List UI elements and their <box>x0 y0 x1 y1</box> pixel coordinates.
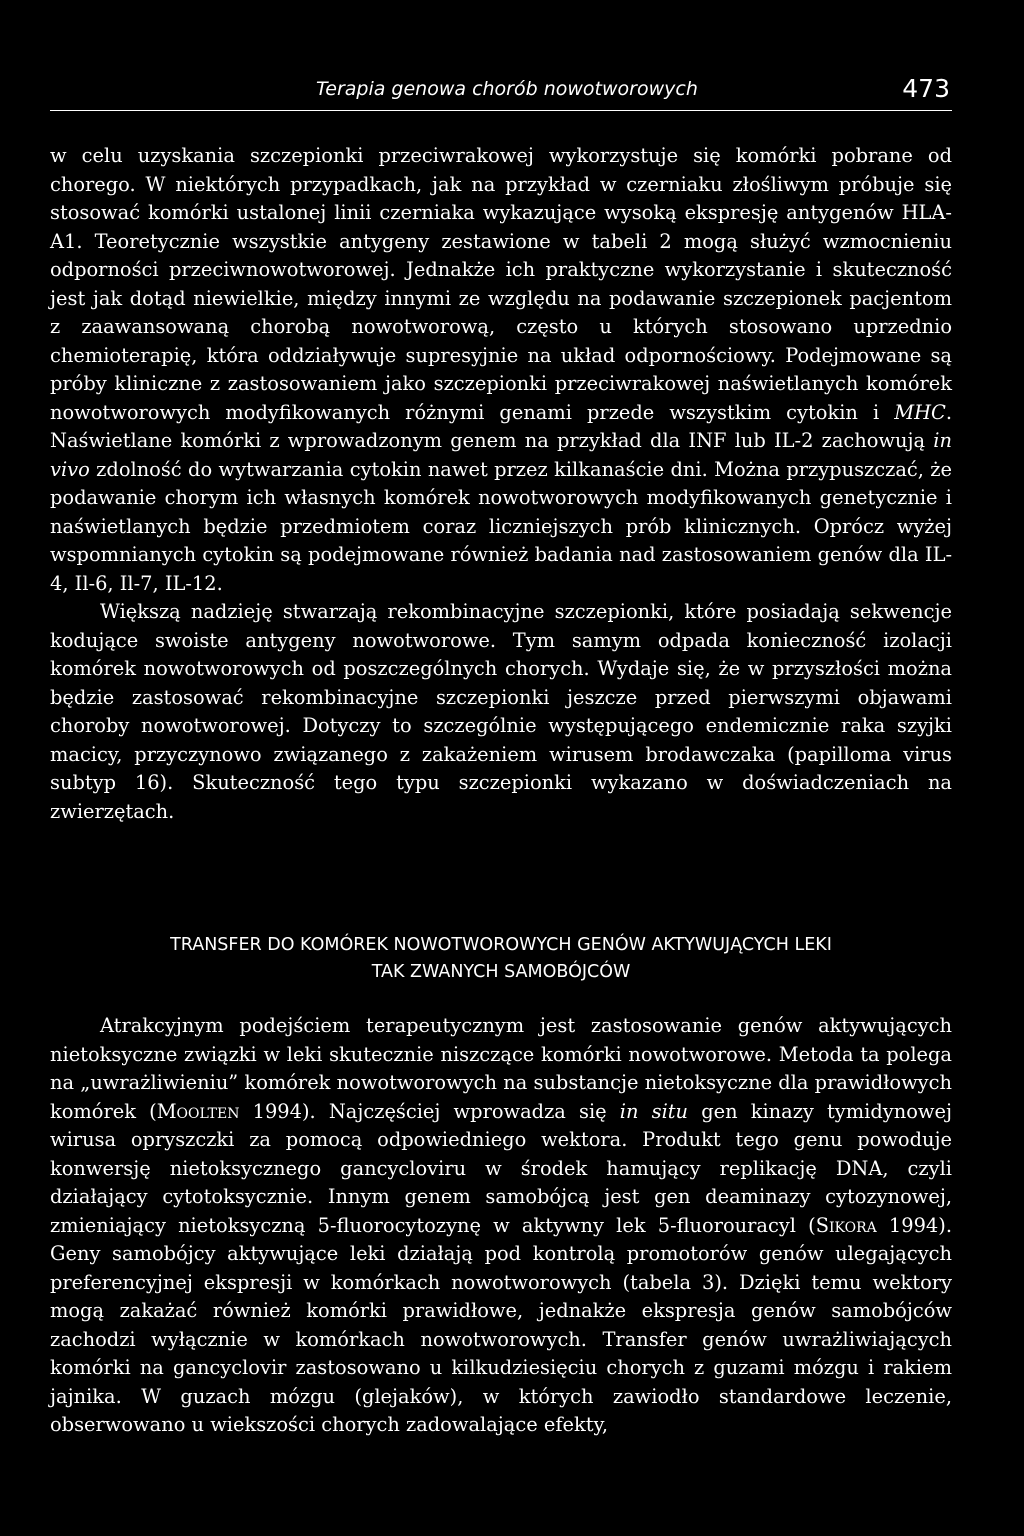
citation-sikora: Sikora <box>815 1213 877 1237</box>
main-text <box>50 142 952 826</box>
section-heading <box>50 932 952 986</box>
paragraph-1-text-c: zdolność do wytwarzania cytokin nawet przez kilkanaście dni. Można przypuszczać, że podawanie chorym ich własnych komórek nowotworowych modyfikowanych genetycznie i naświetlanych będzie przedmiotem coraz liczniejszych prób klinicznych. Oprócz wyżej wspomnianych cytokin są podejmowane również badania nad zastosowaniem genów dla IL-4, Il-6, Il-7, IL-12. <box>50 457 952 595</box>
paragraph-2: Większą nadzieję stwarzają rekombinacyjne szczepionki, które posiadają sekwencje kodujące swoiste antygeny nowotworowe. Tym samym odpada konieczność izolacji komórek nowotworowych od poszczególnych chorych. Wydaje się, że w przyszłości można będzie zastosować rekombinacyjne szczepionki jeszcze przed pierwszymi objawami choroby nowotworowej. Dotyczy to szczególnie występującego endemicznie raka szyjki macicy, przyczynowo związanego z zakażeniem wirusem brodawczaka (papilloma virus subtyp 16). Skuteczność tego typu szczepionki wykazano w doświadczeniach na zwierzętach. <box>50 600 952 823</box>
paragraph-1-text-b: . Naświetlane komórki z wprowadzonym genem na przykład dla INF lub IL-2 zachowują <box>50 400 952 452</box>
running-header <box>50 76 952 111</box>
page-number: 473 <box>902 74 950 103</box>
paragraph-1-text-a: w celu uzyskania szczepionki przeciwrakowej wykorzystuje się komórki pobrane od chorego. W niektórych przypadkach, jak na przykład w czerniaku złośliwym próbuje się stosować komórki ustalonej linii czerniaka wykazujące wysoką ekspresję antygenów HLA-A1. Teoretycznie wszystkie antygeny zestawione w tabeli 2 mogą służyć wzmocnieniu odporności przeciwnowotworowej. Jednakże ich praktyczne wykorzystanie i skuteczność jest jak dotąd niewielkie, między innymi ze względu na podawanie szczepionek pacjentom z zaawansowaną chorobą nowotworową, często u których stosowano uprzednio chemioterapię, która oddziaływuje supresyjnie na układ odpornościowy. Podejmowane są próby kliniczne z zastosowaniem jako szczepionki przeciwrakowej naświetlanych komórek nowotworowych modyfikowanych różnymi genami przede wszystkim cytokin i <box>50 144 952 424</box>
in-situ-term: in situ <box>619 1099 689 1123</box>
section-heading-line-1: TRANSFER DO KOMÓREK NOWOTWOROWYCH GENÓW AKTYWUJĄCYCH LEKI <box>170 935 832 955</box>
section-paragraph-1 <box>50 1012 952 1440</box>
section-text-c: gen kinazy tymidynowej wirusa opryszczki za pomocą odpowiedniego wektora. Produkt tego genu powoduje konwersję nietoksycznego gancycloviru w środek hamujący replikację DNA, czyli działający cytotoksycznie. Innym genem samobójcą jest gen deaminazy cytozynowej, zmieniający nietoksyczną 5-fluorocytozynę w aktywny lek 5-fluorouracyl ( <box>50 1099 952 1237</box>
section-text-b: 1994). Najczęściej wprowadza się <box>239 1099 620 1123</box>
paragraph-1 <box>50 142 952 598</box>
section-text-a: Atrakcyjnym podejściem terapeutycznym jest zastosowanie genów aktywujących nietoksyczne związki w leki skutecznie niszczące komórki nowotworowe. Metoda ta polega na „uwrażliwieniu” komórek nowotworowych na substancje nietoksyczne dla prawidłowych komórek ( <box>50 1014 952 1123</box>
section-heading-line-2: TAK ZWANYCH SAMOBÓJCÓW <box>371 962 631 982</box>
mhc-term: MHC <box>894 400 946 424</box>
running-title: Terapia genowa chorób nowotworowych <box>316 78 698 100</box>
in-vivo-term: in vivo <box>50 429 952 481</box>
book-page <box>50 0 952 1536</box>
citation-moolten: Moolten <box>156 1099 240 1123</box>
section-text-d: 1994). Geny samobójcy aktywujące leki działają pod kontrolą promotorów genów ulegających preferencyjnej ekspresji w komórkach nowotworowych (tabela 3). Dzięki temu wektory mogą zakażać również komórki prawidłowe, jednakże ekspresja genów samobójców zachodzi wyłącznie w komórkach nowotworowych. Transfer genów uwrażliwiających komórki na gancyclovir zastosowano u kilkudziesięciu chorych z guzami mózgu i rakiem jajnika. W guzach mózgu (glejaków), w których zawiodło standardowe leczenie, obserwowano u wiekszości chorych zadowalające efekty, <box>50 1213 952 1436</box>
section-text <box>50 1012 952 1440</box>
